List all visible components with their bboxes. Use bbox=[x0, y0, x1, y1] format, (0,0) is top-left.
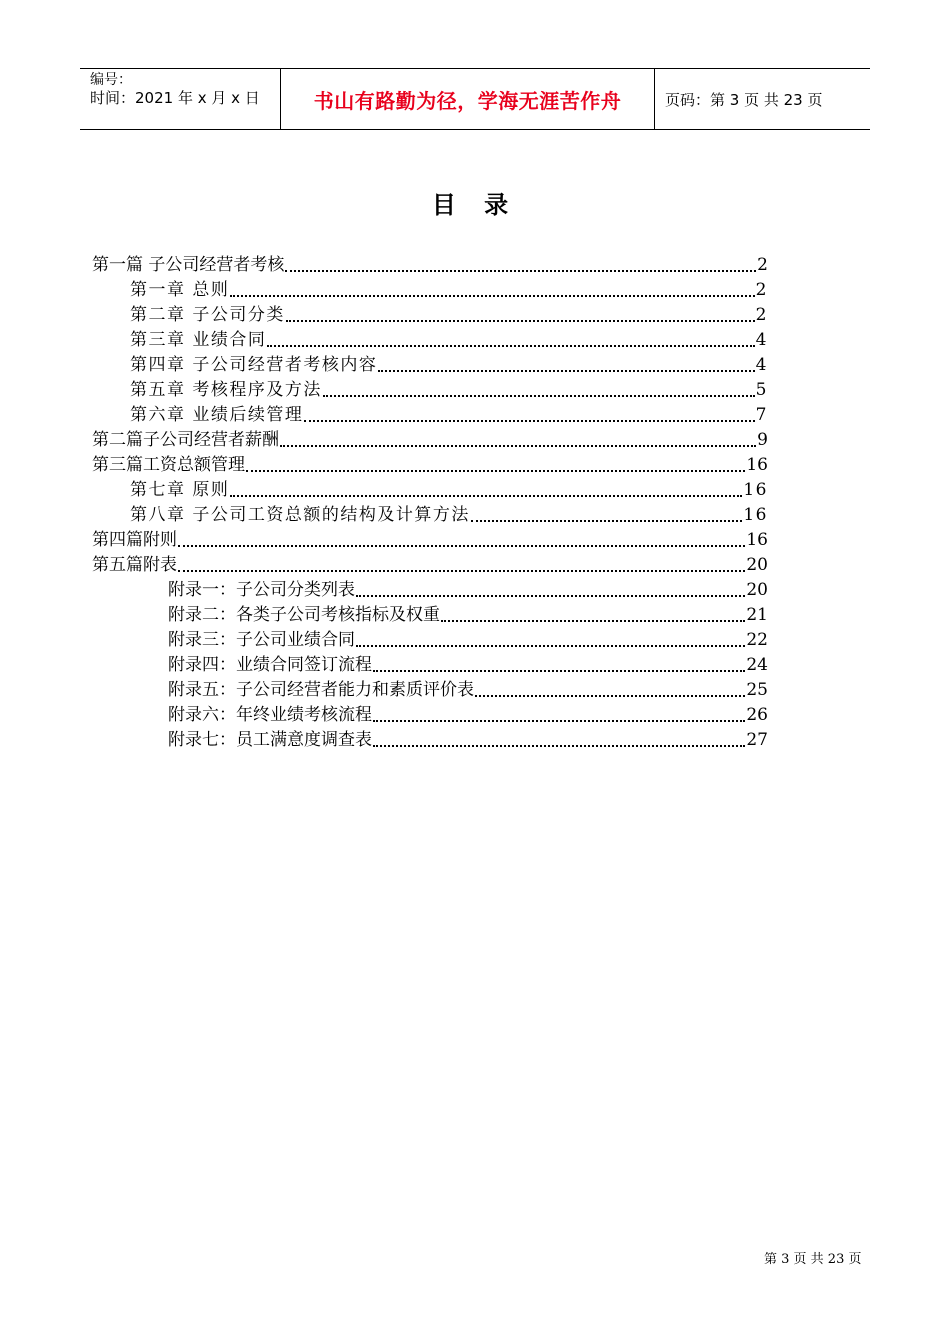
toc-entry-label: 附录一：子公司分类列表 bbox=[168, 580, 355, 600]
doc-time-label: 时间：2021 年 x 月 x 日 bbox=[90, 89, 260, 107]
toc-entry[interactable] bbox=[168, 728, 768, 753]
toc-entry[interactable] bbox=[168, 653, 768, 678]
toc-entry-label: 附录四：业绩合同签订流程 bbox=[168, 655, 372, 675]
toc-entry-page: 24 bbox=[746, 655, 768, 675]
toc-entry-page: 26 bbox=[746, 705, 768, 725]
toc-entry-page: 20 bbox=[746, 580, 768, 600]
toc-entry-page: 27 bbox=[746, 730, 768, 750]
toc-entry-label: 第五章 考核程序及方法 bbox=[130, 380, 322, 400]
toc-entry[interactable] bbox=[92, 553, 768, 578]
toc-leader bbox=[475, 695, 745, 697]
toc-entry-label: 附录七：员工满意度调查表 bbox=[168, 730, 372, 750]
toc-entry[interactable] bbox=[92, 253, 768, 278]
toc-entry-label: 第六章 业绩后续管理 bbox=[130, 405, 304, 425]
toc-entry-label: 附录三：子公司业绩合同 bbox=[168, 630, 355, 650]
toc-leader bbox=[441, 620, 745, 622]
toc-entry-label: 第一章 总则 bbox=[130, 280, 230, 300]
toc-leader bbox=[246, 470, 745, 472]
toc-entry[interactable] bbox=[130, 278, 768, 303]
toc-entry-page: 2 bbox=[757, 255, 768, 275]
page-header bbox=[80, 68, 870, 130]
header-meta bbox=[80, 69, 281, 129]
toc-entry-page: 4 bbox=[755, 355, 768, 375]
toc-leader bbox=[230, 295, 754, 297]
toc-entry-page: 4 bbox=[755, 330, 768, 350]
toc-entry-page: 21 bbox=[746, 605, 768, 625]
toc-entry-page: 7 bbox=[755, 405, 768, 425]
toc-entry-label: 第四篇附则 bbox=[92, 530, 177, 550]
header-motto: 书山有路勤为径，学海无涯苦作舟 bbox=[281, 69, 655, 129]
toc-entry[interactable] bbox=[130, 378, 768, 403]
toc-leader bbox=[280, 445, 756, 447]
toc-leader bbox=[471, 520, 742, 522]
toc-leader bbox=[378, 370, 754, 372]
toc-leader bbox=[304, 420, 754, 422]
page-footer: 第 3 页 共 23 页 bbox=[764, 1252, 862, 1267]
toc-entry[interactable] bbox=[130, 328, 768, 353]
toc-entry[interactable] bbox=[92, 528, 768, 553]
toc-entry-page: 22 bbox=[746, 630, 768, 650]
toc-entry[interactable] bbox=[168, 603, 768, 628]
toc-entry[interactable] bbox=[92, 453, 768, 478]
toc-leader bbox=[286, 320, 755, 322]
toc-entry[interactable] bbox=[130, 353, 768, 378]
toc-leader bbox=[178, 545, 745, 547]
toc-leader bbox=[356, 645, 745, 647]
toc-entry-label: 第二章 子公司分类 bbox=[130, 305, 285, 325]
toc-leader bbox=[178, 570, 745, 572]
toc-entry-page: 16 bbox=[743, 505, 768, 525]
toc-title: 目 录 bbox=[431, 191, 519, 219]
toc-entry-label: 附录六：年终业绩考核流程 bbox=[168, 705, 372, 725]
toc-entry-label: 第七章 原则 bbox=[130, 480, 230, 500]
toc-entry[interactable] bbox=[168, 703, 768, 728]
toc-entry-page: 16 bbox=[746, 530, 768, 550]
toc-leader bbox=[373, 745, 745, 747]
toc-leader bbox=[373, 720, 745, 722]
toc-entry-label: 第四章 子公司经营者考核内容 bbox=[130, 355, 378, 375]
toc-entry-label: 第三篇工资总额管理 bbox=[92, 455, 245, 475]
toc-leader bbox=[323, 395, 755, 397]
toc-entry-page: 2 bbox=[755, 280, 768, 300]
toc-entry-page: 9 bbox=[757, 430, 768, 450]
toc-entry-page: 16 bbox=[746, 455, 768, 475]
toc-entry-label: 第一篇 子公司经营者考核 bbox=[92, 255, 285, 275]
toc-entry[interactable] bbox=[130, 303, 768, 328]
toc-entry[interactable] bbox=[92, 428, 768, 453]
toc-entry-label: 第三章 业绩合同 bbox=[130, 330, 267, 350]
toc-entry[interactable] bbox=[168, 678, 768, 703]
toc-entry-label: 第八章 子公司工资总额的结构及计算方法 bbox=[130, 505, 470, 525]
toc-entry-page: 5 bbox=[755, 380, 768, 400]
toc-entry-label: 附录五：子公司经营者能力和素质评价表 bbox=[168, 680, 474, 700]
toc-entry-page: 20 bbox=[746, 555, 768, 575]
toc-leader bbox=[373, 670, 745, 672]
toc-entry-page: 25 bbox=[746, 680, 768, 700]
toc-entry[interactable] bbox=[168, 628, 768, 653]
header-page-info: 页码：第 3 页 共 23 页 bbox=[665, 90, 823, 109]
toc-entry-label: 第二篇子公司经营者薪酬 bbox=[92, 430, 279, 450]
toc-entry-label: 第五篇附表 bbox=[92, 555, 177, 575]
doc-number-label: 编号： bbox=[90, 72, 132, 88]
toc-entry-page: 16 bbox=[743, 480, 768, 500]
toc-leader bbox=[285, 270, 756, 272]
toc-entry[interactable] bbox=[168, 578, 768, 603]
toc-leader bbox=[267, 345, 754, 347]
toc-entry-page: 2 bbox=[755, 305, 768, 325]
toc-leader bbox=[356, 595, 745, 597]
toc-entry[interactable] bbox=[130, 403, 768, 428]
toc-entry[interactable] bbox=[130, 503, 768, 528]
toc-leader bbox=[230, 495, 742, 497]
toc-entry[interactable] bbox=[130, 478, 768, 503]
toc-entry-label: 附录二：各类子公司考核指标及权重 bbox=[168, 605, 440, 625]
